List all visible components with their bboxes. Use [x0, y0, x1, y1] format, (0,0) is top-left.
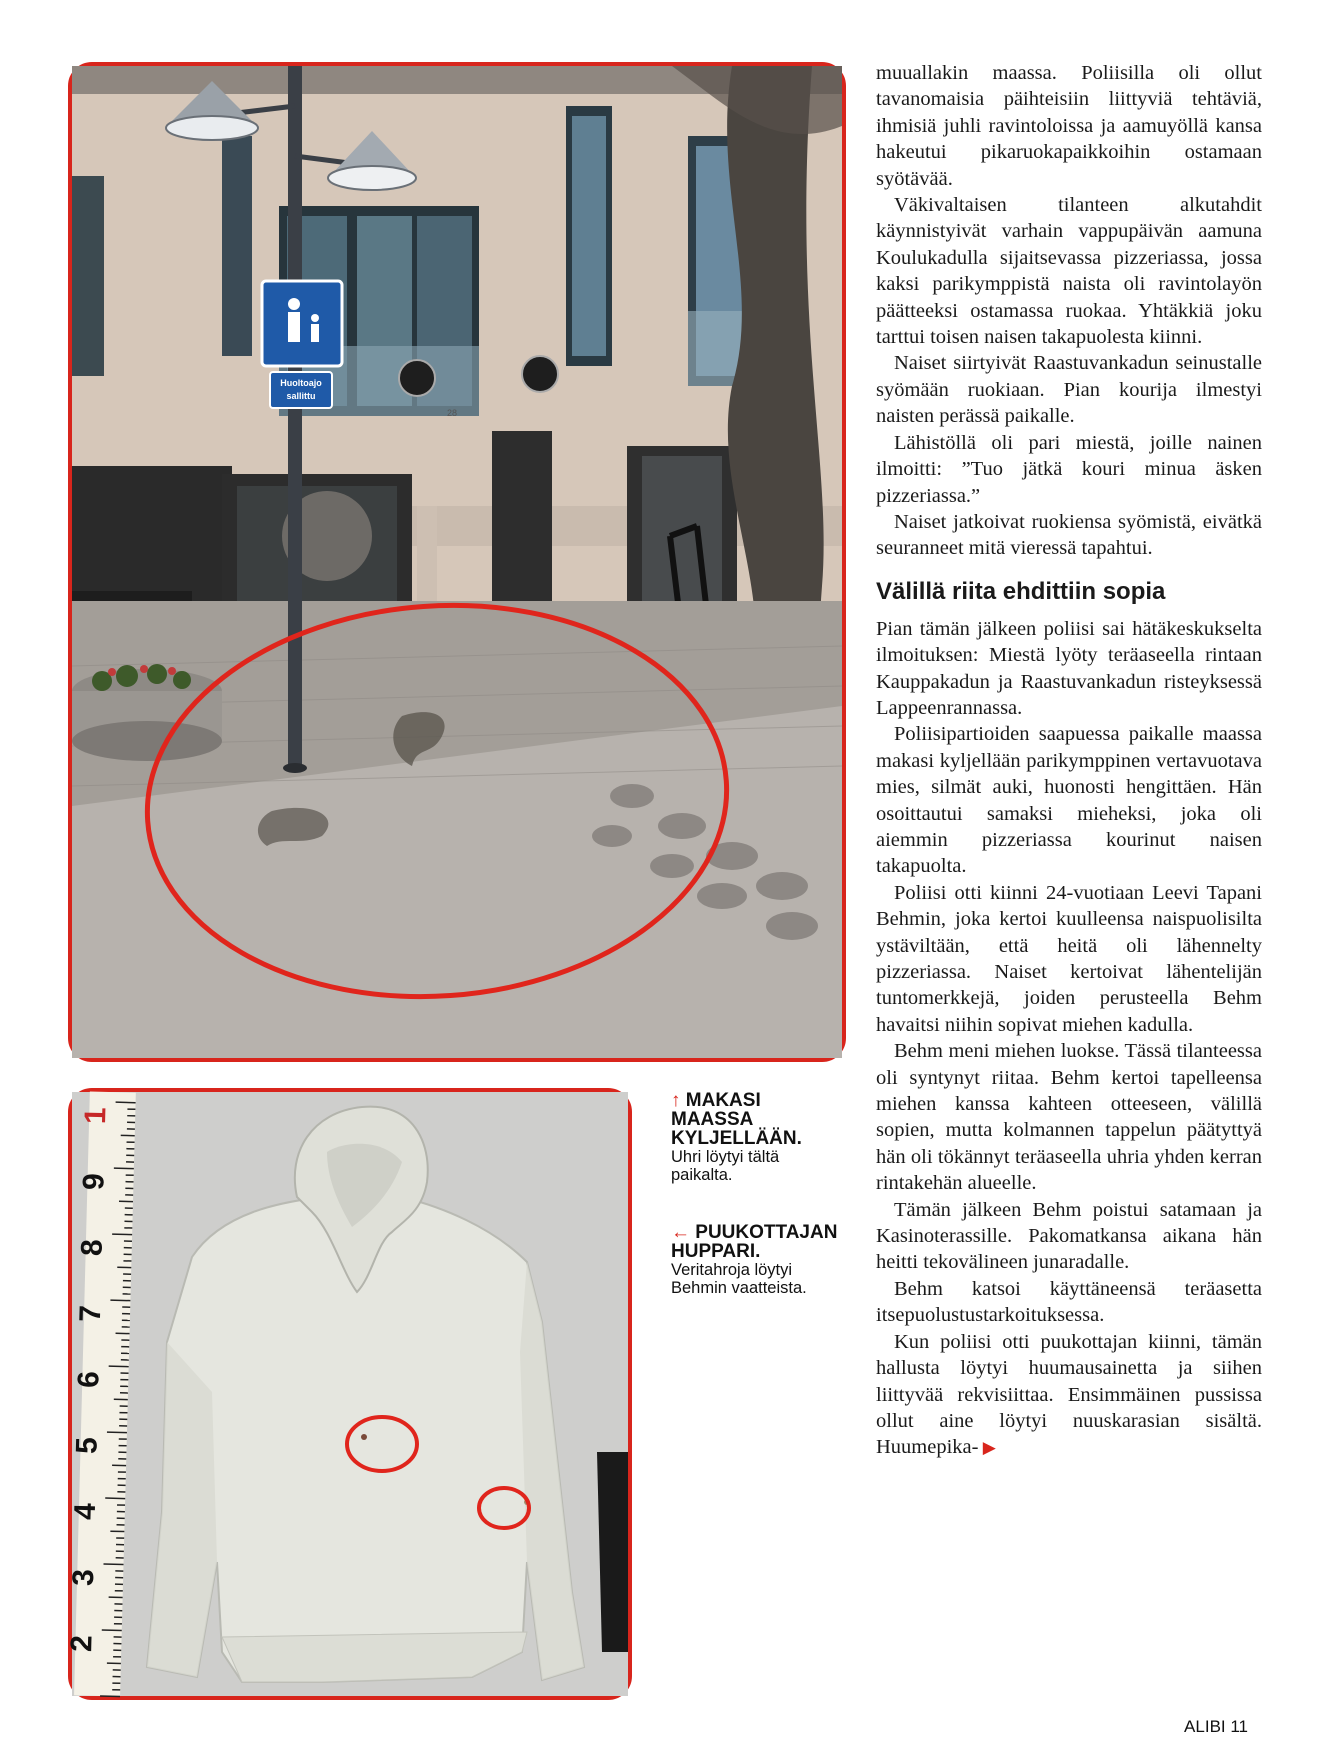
caption-hoodie-head-line: PUUKOTTAJAN: [695, 1222, 838, 1243]
article-paragraph: Poliisi otti kiinni 24-vuotiaan Leevi Tapani Behmin, joka kertoi kuulleensa naispuolisilta ystäviltään, että heitä oli lähennelty pizzeriassa. Naiset kertoivat lähentelijän tuntomerkkejä, joiden perusteella Behm havaitsi niihin sopivat miehen kadulla.: [876, 881, 1262, 1036]
article-paragraph: Behm katsoi käyttäneensä teräasetta itsepuolustustarkoituksessa.: [876, 1277, 1262, 1327]
caption-victim-head-line: MAASSA: [671, 1109, 754, 1130]
arrow-up-icon: ↑: [671, 1090, 681, 1111]
caption-victim: [671, 1091, 851, 1184]
article-body: [876, 60, 1262, 1462]
street-scene-photo: [68, 62, 846, 1062]
house-number: 28: [447, 408, 458, 418]
caption-victim-body-line: Uhri löytyi tältä: [671, 1148, 780, 1166]
ruler-tick: [109, 1366, 129, 1367]
ruler-tick: [110, 1300, 130, 1301]
ruler-number: 3: [66, 1568, 101, 1587]
ruler-tick: [114, 1168, 134, 1169]
caption-hoodie-body: [671, 1261, 851, 1297]
article-paragraph: Poliisipartioiden saapuessa paikalle maassa makasi kyljellään parikymppinen vertavuotava mies, silmät auki, huonosti hengittäen. Hän osoittautui samaksi mieheksi, joka oli aiemmin pizzeriassa kourinut naisen takapuolta.: [876, 723, 1262, 878]
caption-victim-heading: [671, 1091, 851, 1148]
page-footer: ALIBI 11: [1184, 1717, 1248, 1736]
ruler-number: 2: [65, 1634, 99, 1653]
ruler-tick: [102, 1630, 122, 1631]
ruler-number: 8: [75, 1238, 109, 1257]
article-subheading: Välillä riita ehdittiin sopia: [876, 577, 1166, 605]
ruler-tick: [107, 1432, 127, 1433]
ruler-tick: [103, 1564, 123, 1565]
article-paragraph: Behm meni miehen luokse. Tässä tilanteessa oli syntynyt riitaa. Behm kertoi tapelleensa miehen kanssa kahteen otteeseen, välillä sopien, mutta kolmannen tappelun päätyttyä hän oli tökännyt teräaseella uhria yhden kerran rintakehän alueelle.: [876, 1040, 1262, 1195]
arrow-left-icon: ←: [671, 1222, 690, 1243]
ruler-tick: [105, 1498, 125, 1499]
article-paragraph: Pian tämän jälkeen poliisi sai hätäkeskukselta ilmoituksen: Miestä lyöty teräaseella rintaan Kauppakadun ja Raastuvankadun risteyksessä Lappeenrannassa.: [876, 617, 1262, 719]
ruler-tick: [100, 1696, 120, 1697]
article-paragraph: Lähistöllä oli pari miestä, joille nainen ilmoitti: ”Tuo jätkä kouri minua äsken pizzeriassa.”: [876, 431, 1262, 507]
article-paragraph: Tämän jälkeen Behm poistui satamaan ja Kasinoterassille. Pakomatkansa aikana hän heitti tekovälineen junaradalle.: [876, 1198, 1262, 1274]
article-paragraph: [876, 1329, 1262, 1462]
caption-victim-body: [671, 1148, 851, 1184]
caption-hoodie-body-line: Behmin vaatteista.: [671, 1279, 807, 1297]
ruler-number: 4: [68, 1502, 103, 1521]
caption-hoodie-heading: [671, 1223, 851, 1261]
article-paragraph: Naiset siirtyivät Raastuvankadun seinustalle syömään ruokiaan. Pian kourija ilmestyi naisten perässä paikalle.: [876, 352, 1262, 428]
caption-hoodie: [671, 1223, 851, 1297]
ruler-number: 6: [72, 1370, 106, 1389]
ruler-number: 7: [73, 1304, 108, 1323]
caption-victim-body-line: paikalta.: [671, 1166, 733, 1184]
ruler-tick: [116, 1102, 136, 1103]
ruler-number: 9: [77, 1172, 111, 1191]
caption-hoodie-head-line: HUPPARI.: [671, 1241, 761, 1262]
ruler-number: 5: [70, 1436, 104, 1455]
sign-text-line1: Huoltoajo: [280, 378, 322, 388]
article-paragraph: Väkivaltaisen tilanteen alkutahdit käynnistyivät varhain vappupäivän aamuna Koulukadulla sijaitsevassa pizzeriassa, jossa kaksi parikymppistä naista oli ravintolayön päätteeksi ostamassa ruokaa. Yhtäkkiä joku tarttui toisen naisen takapuolesta kiinni.: [876, 194, 1262, 349]
hoodie-photo: [65, 1088, 632, 1700]
article-paragraph: Naiset jatkoivat ruokiensa syömistä, eivätkä seuranneet mitä vieressä tapahtui.: [876, 510, 1262, 560]
ruler-tick: [112, 1234, 132, 1235]
continue-arrow-icon: ▶: [978, 1438, 996, 1458]
caption-hoodie-body-line: Veritahroja löytyi: [671, 1261, 793, 1279]
caption-victim-head-line: MAKASI: [685, 1090, 761, 1111]
article-paragraph: muuallakin maassa. Poliisilla oli ollut tavanomaisia päihteisiin liittyviä tehtäviä, ihmisiä juhli ravintoloissa ja aamuyöllä kansa hakeutui pikaruokapaikkoihin ostamaan syötävää.: [876, 62, 1262, 190]
ruler-number: 1: [79, 1106, 113, 1125]
caption-victim-head-line: KYLJELLÄÄN.: [671, 1128, 802, 1149]
article-last-text: Kun poliisi otti puukottajan kiinni, tämän hallusta löytyi huumausainetta ja siihen liittyvää rekvisiittaa. Ensimmäinen pussissa ollut aine löytyi nuuskarasian sisältä. Huumepika-: [876, 1330, 1262, 1459]
sign-text-line2: sallittu: [286, 391, 316, 401]
